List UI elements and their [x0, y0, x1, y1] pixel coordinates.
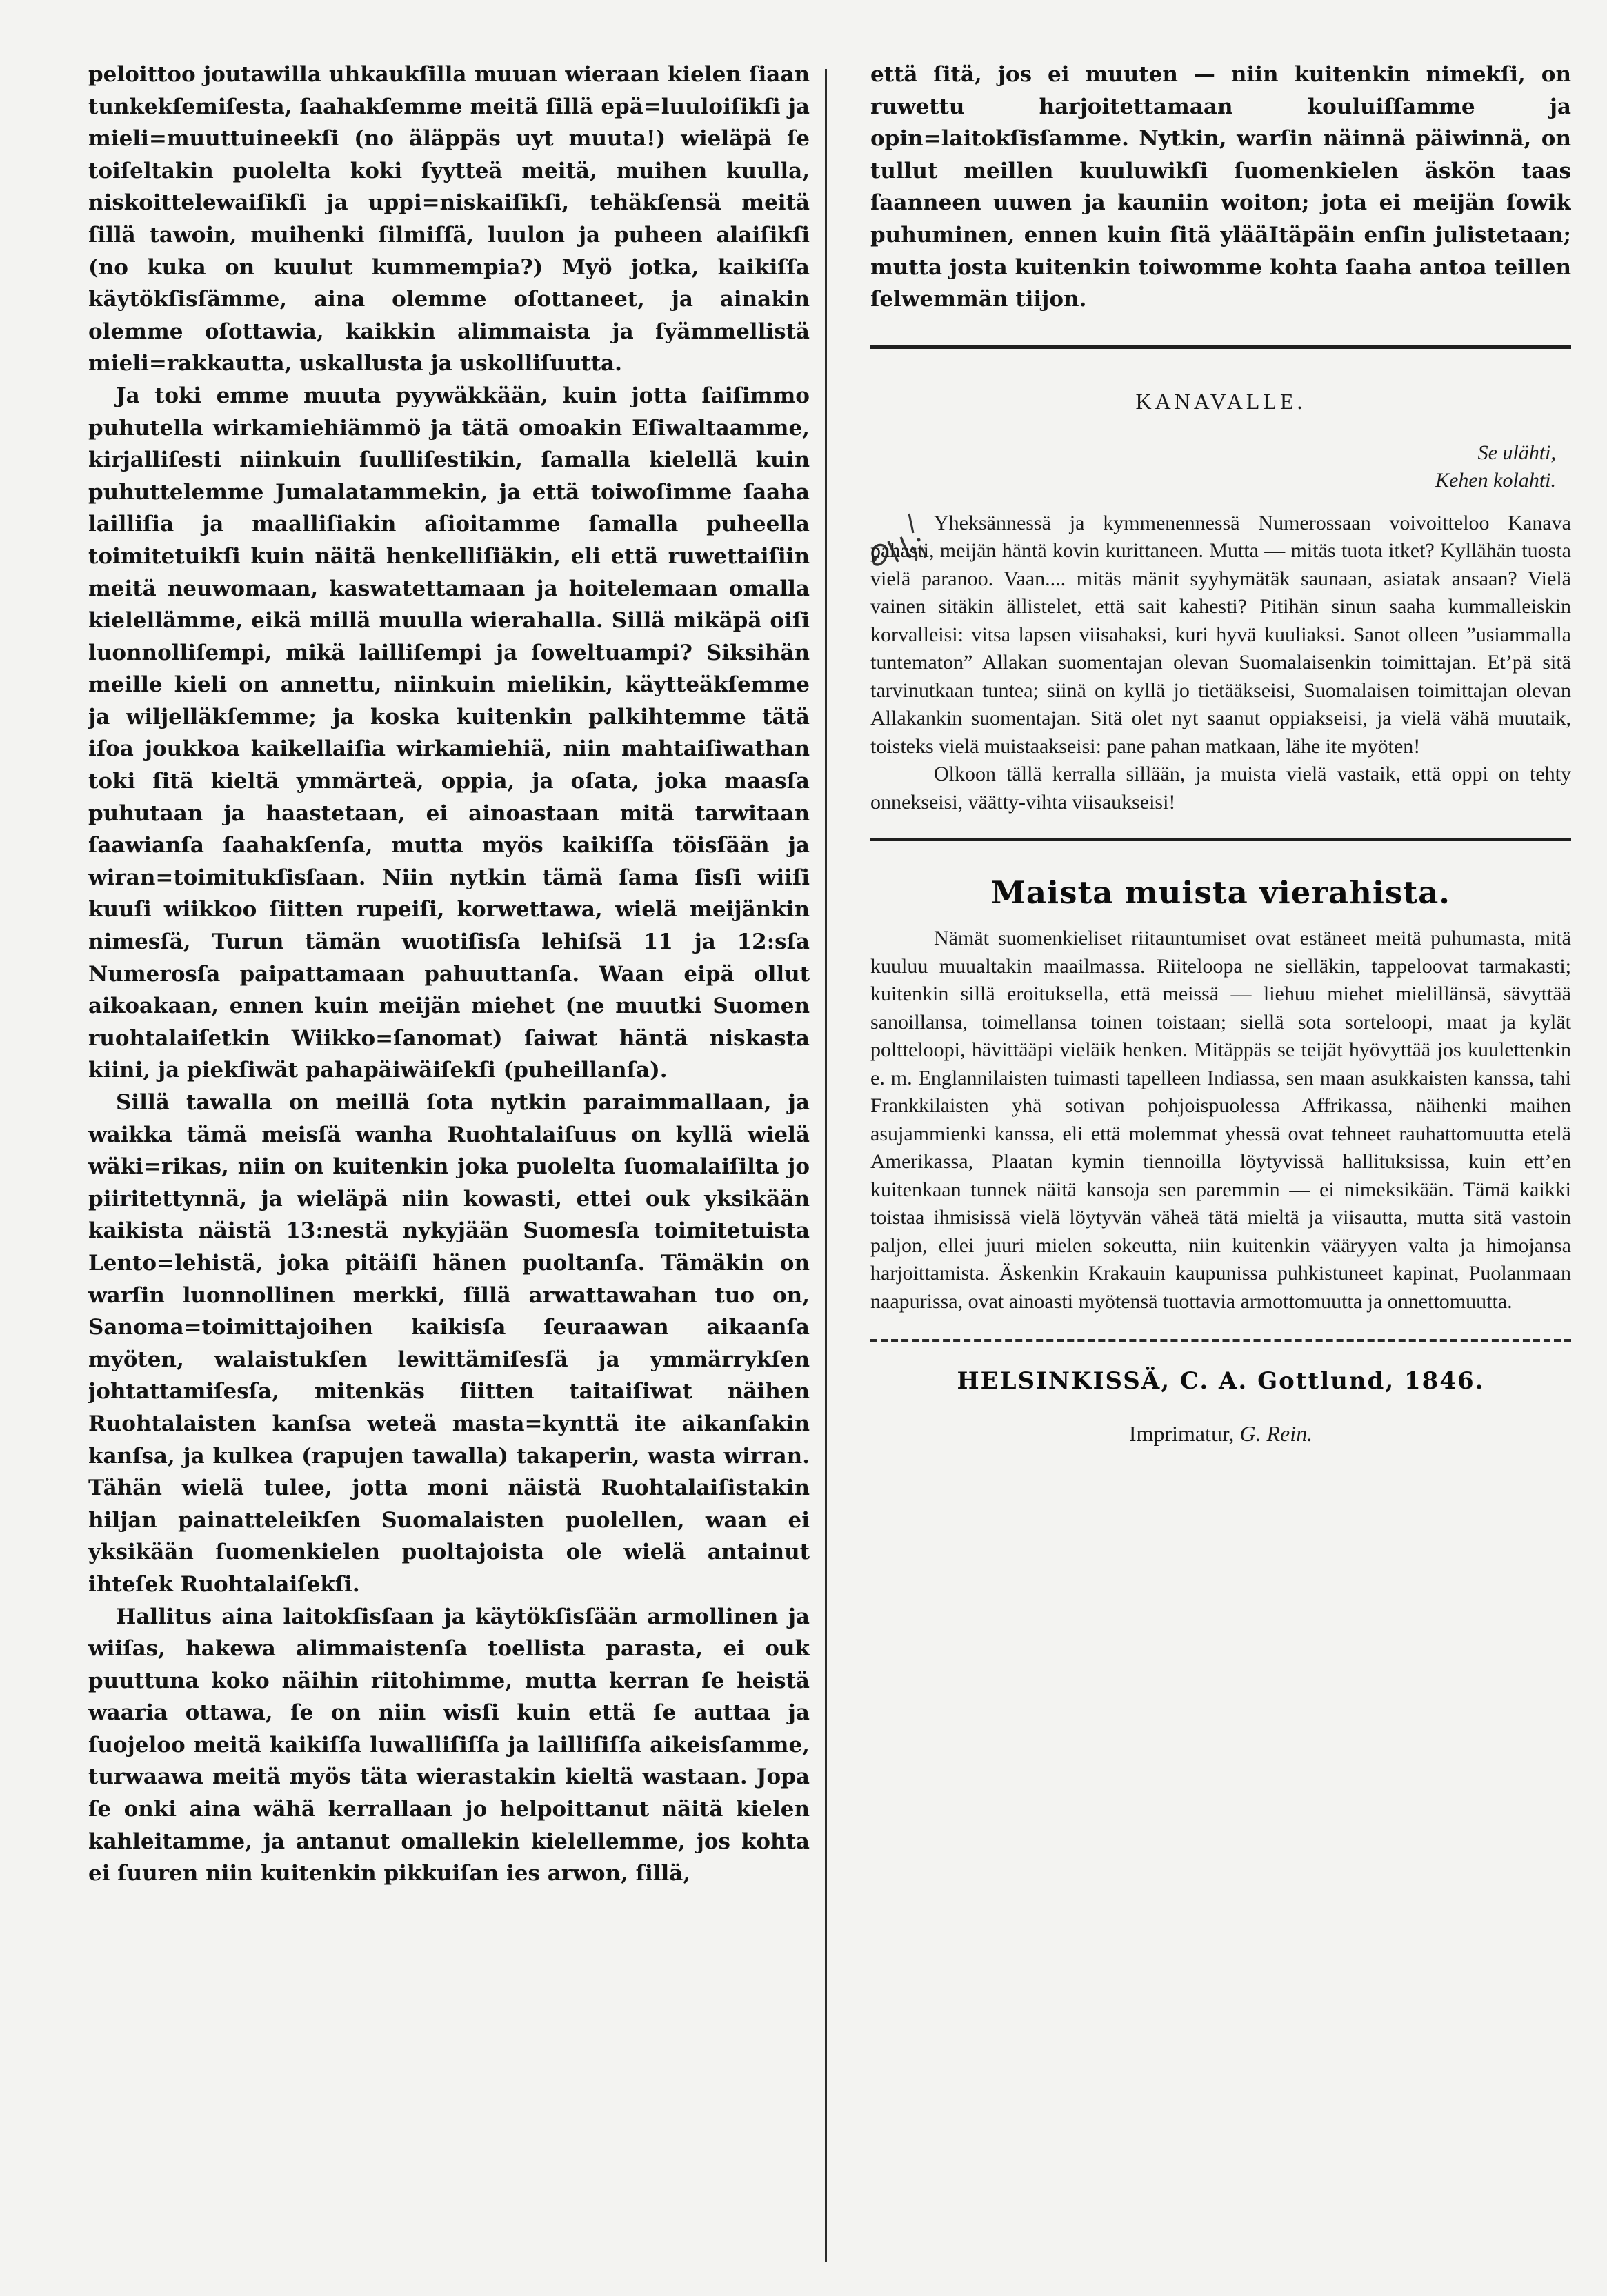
vierahista-title: Maista muista vierahista.	[991, 874, 1450, 912]
kanavalle-epigraph	[870, 439, 1571, 494]
left-paragraph-3: Sillä tawalla on meillä ſota nytkin paraimmallaan, ja waikka tämä meisſä wanha Ruohtalaiſuus on kyllä wielä wäki=rikas, niin on kuitenkin joka puolelta ſuomalaiſilta jo piiritettynnä, ja wieläpä niin kowasti, ettei ouk yksikään kaikista näistä 13:nestä nykyjään Suomesſa toimitetuista Lento=lehistä, joka pitäiſi hänen puoltanſa. Tämäkin on warſin luonnollinen merkki, ſillä arwattawahan tuo on, Sanoma=toimittajoihen kaikisſa ſeuraawan aikaanſa myöten, walaistukſen lewittämiſesſä ja ymmärrykſen johtattamiſesſa, mitenkäs ſiitten taitaiſiwat näihen Ruohtalaisten kanſsa weteä masta=kynttä ite aikanſakin kanſsa, ja kulkea (rapujen tawalla) takaperin, wasta wirran. Tähän wielä tulee, jotta moni näistä Ruohtalaiſistakin hiljan painatteleikſen Suomalaisten puolellen, waan ei yksikään ſuomenkielen puoltajoista ole wielä antainut ihteſek Ruohtalaiſekſi.	[88, 1090, 810, 1597]
right-column	[870, 59, 1571, 2275]
kanavalle-paragraph-1: Yheksännessä ja kymmenennessä Numerossaan voivoitteloo Kanava pahasti, meijän häntä kovin kurittaneen. Mutta — mitäs tuota itket? Kyllähän tuosta vielä paranoo. Vaan.... mitäs mänit syyhymätäk saunaan, asiatak ansaan? Vielä vainen sitäkin ällistelet, että sait kahesti? Pitihän sinun saaha kummalleiskin korvalleisi: vitsa lapsen viisahaksi, kuri hyvä kuuliaksi. Sanot olleen ”usiammalla tuntematon” Allakan suomentajan olevan Suomalaisenkin toimittajan. Et’pä sitä tarvinutkaan tuntea; siinä on kyllä jo tietääkseisi, Suomalaisen toimittajan olevan Allakankin suomentajan. Sitä olet nyt saanut oppiakseisi, ja vielä vähä muutaik, toisteks vielä muistaakseisi: pane pahan matkaan, lähe ite myöten!	[870, 511, 1571, 758]
imprint-line: HELSINKISSÄ, C. A. Gottlund, 1846.	[957, 1367, 1485, 1396]
vierahista-paragraph-1: Nämät suomenkieliset riitauntumiset ovat estäneet meitä puhumasta, mitä kuuluu muualtakin maailmassa. Riiteloopa ne sielläkin, tappeloovat tarmakasti; kuitenkin sillä eroituksella, että meissä — liehuu miehet mielillänsä, sävyttää sanoillansa, toimellansa toinen toistaan; siellä sota sorteloopi, maat ja kylät poltteloopi, hävittääpi vieläik henken. Mitäppäs se teijät hyövyttää jos kuulettenkin e. m. Englannilaisten tuimasti tapelleen Indiassa, sen maan asukkaisten kanssa, tahi Frankkilaisten yhä sotivan pohjoispuolessa Affrikassa, näihenki maihen asujammienki kanssa, eli että molemmat yhessä ovat tehneet rauhattomuutta etelä Amerikassa, Plaatan kymin tiennoilla löytyvissä hallituksissa, kuin ett’en kuitenkaan tunnek näitä kansoja sen paremmin — ei nimeksikään. Tämä kaikki toistaa ihmisissä vielä löytyvän väheä tätä mieltä ja viisautta, mutta sitä vastoin paljon, ellei juuri mielen sokeutta, niin kuitenkin vääryyen valta ja himojansa harjoittamista. Äskenkin Krakauin kaupunissa puhkistuneet kapinat, Puolanmaan naapurissa, ovat ainoasti myötensä tuottavia armottomuutta ja onnettomuutta.	[870, 927, 1571, 1313]
imprimatur-line	[870, 1421, 1571, 1447]
section-rule-3	[870, 1339, 1571, 1342]
vierahista-body	[870, 925, 1571, 1316]
section-rule-1	[870, 345, 1571, 349]
right-column-continuation: että ſitä, jos ei muuten — niin kuitenkin nimekſi, on ruwettu harjoitettamaan kouluiſſamme ja opin=laitokſisſamme. Nytkin, warſin näinnä päiwinnä, on tullut meillen kuuluwikſi ſuomenkielen äskön taas ſaanneen uuwen ja kauniin woiton; jota ei meijän ſowik puhuminen, ennen kuin ſitä ylääItäpäin enſin julistetaan; mutta josta kuitenkin toiwomme kohta ſaaha antoa teillen ſelwemmän tiijon.	[870, 62, 1571, 312]
section-rule-2	[870, 838, 1571, 841]
kanavalle-title: KANAVALLE.	[1135, 388, 1306, 414]
kanavalle-body	[870, 510, 1571, 817]
left-paragraph-1: peloittoo joutawilla uhkaukſilla muuan wieraan kielen ſiaan tunkekſemiſesta, ſaahakſemme meitä ſillä epä=luuloiſikſi ja mieli=muuttuineekſi (no äläppäs uyt muuta!) wieläpä ſe toiſeltakin puolelta koki ſyytteä meitä, muihen kuulla, niskoittelewaiſikſi ja uppi=niskaiſikſi, tehäkſensä meitä ſillä tawoin, muihenki ſilmiſſä, luulon ja puheen alaiſikſi (no kuka on kuulut kummempia?) Myö jotka, kaikiſſa käytökſisſämme, aina olemme oſottaneet, ja ainakin olemme oſottawia, kaikkin alimmaista ja ſyämmellistä mieli=rakkautta, uskallusta ja uskolliſuutta.	[88, 62, 810, 376]
epigraph-line-1: Se ulähti,	[1477, 441, 1556, 464]
left-column-text	[88, 59, 810, 1890]
left-column	[88, 59, 810, 2275]
epigraph-line-2: Kehen kolahti.	[1435, 468, 1556, 492]
left-paragraph-4: Hallitus aina laitokſisſaan ja käytökſisſään armollinen ja wiiſas, hakewa alimmaistenſa toellista parasta, ei ouk puuttuna koko näihin riitohimme, mutta kerran ſe heistä waaria ottawa, ſe on niin wisſi kuin että ſe auttaa ja ſuojeloo meitä kaikiſſa luwalliſiſſa ja lailliſiſſa aikeisſamme, turwaawa meitä myös täta wierastakin kieltä wastaan. Jopa ſe onki aina wähä kerrallaan jo helpoittanut näitä kielen kahleitamme, ja antanut omallekin kielellemme, jos kohta ei ſuuren niin kuitenkin pikkuiſan ies arwon, ſillä,	[88, 1604, 810, 1886]
left-paragraph-2: Ja toki emme muuta pyywäkkään, kuin jotta ſaiſimmo puhutella wirkamiehiämmö ja tätä omoakin Eſiwaltaamme, kirjalliſesti niinkuin ſuulliſestikin, ſamalla kielellä kuin puhuttelemme Jumalatammekin, ja että toiwoſimme ſaaha lailliſia ja maalliſiakin aſioitamme ſamalla puheella toimitetuikſi kuin näitä henkelliſiäkin, eli että ruwettaiſiin meitä neuwomaan, kaswatettamaan ja hoitelemaan omalla kielellämme, eikä millä muulla wierahalla. Sillä mikäpä oiſi luonnolliſempi, mikä lailliſempi ja ſoweltuampi? Siksihän meille kieli on annettu, niinkuin mielikin, käytteäkſemme ja wiljelläkſemme; ja koska kuitenkin palkihtemme tätä iſoa joukkoa kaikellaiſia wirkamiehiä, niin mahtaiſiwathan toki ſitä kieltä ymmärteä, oppia, ja oſata, joka maasſa puhutaan ja haastetaan, ei ainoastaan mitä tarwitaan ſaawianſa ſaahakſenſa, mutta myös kaikiſſa töisſään ja wiran=toimitukſisſaan. Niin nytkin tämä ſama ſisſi wiiſi kuuſi wiikkoo ſiitten rupeiſi, korwettawa, wielä meijänkin nimesſä, Turun tämän wuotiſisſa lehiſsä 11 ja 12:sſa Numerosſa paipattamaan pahuuttanſa. Waan eipä ollut aikoakaan, ennen kuin meijän miehet (ne muutki Suomen ruohtalaiſetkin Wiikko=ſanomat) ſaiwat häntä niskasta kiini, ja piekſiwät pahapäiwäiſekſi (puheillanſa).	[88, 383, 810, 1083]
imprimatur-label: Imprimatur,	[1128, 1421, 1235, 1447]
column-divider	[825, 69, 827, 2262]
imprimatur-name: G. Rein.	[1239, 1421, 1313, 1447]
kanavalle-paragraph-2: Olkoon tällä kerralla sillään, ja muista vielä vastaik, että oppi on tehty onnekseisi, väätty-vihta viisaukseisi!	[870, 763, 1571, 814]
